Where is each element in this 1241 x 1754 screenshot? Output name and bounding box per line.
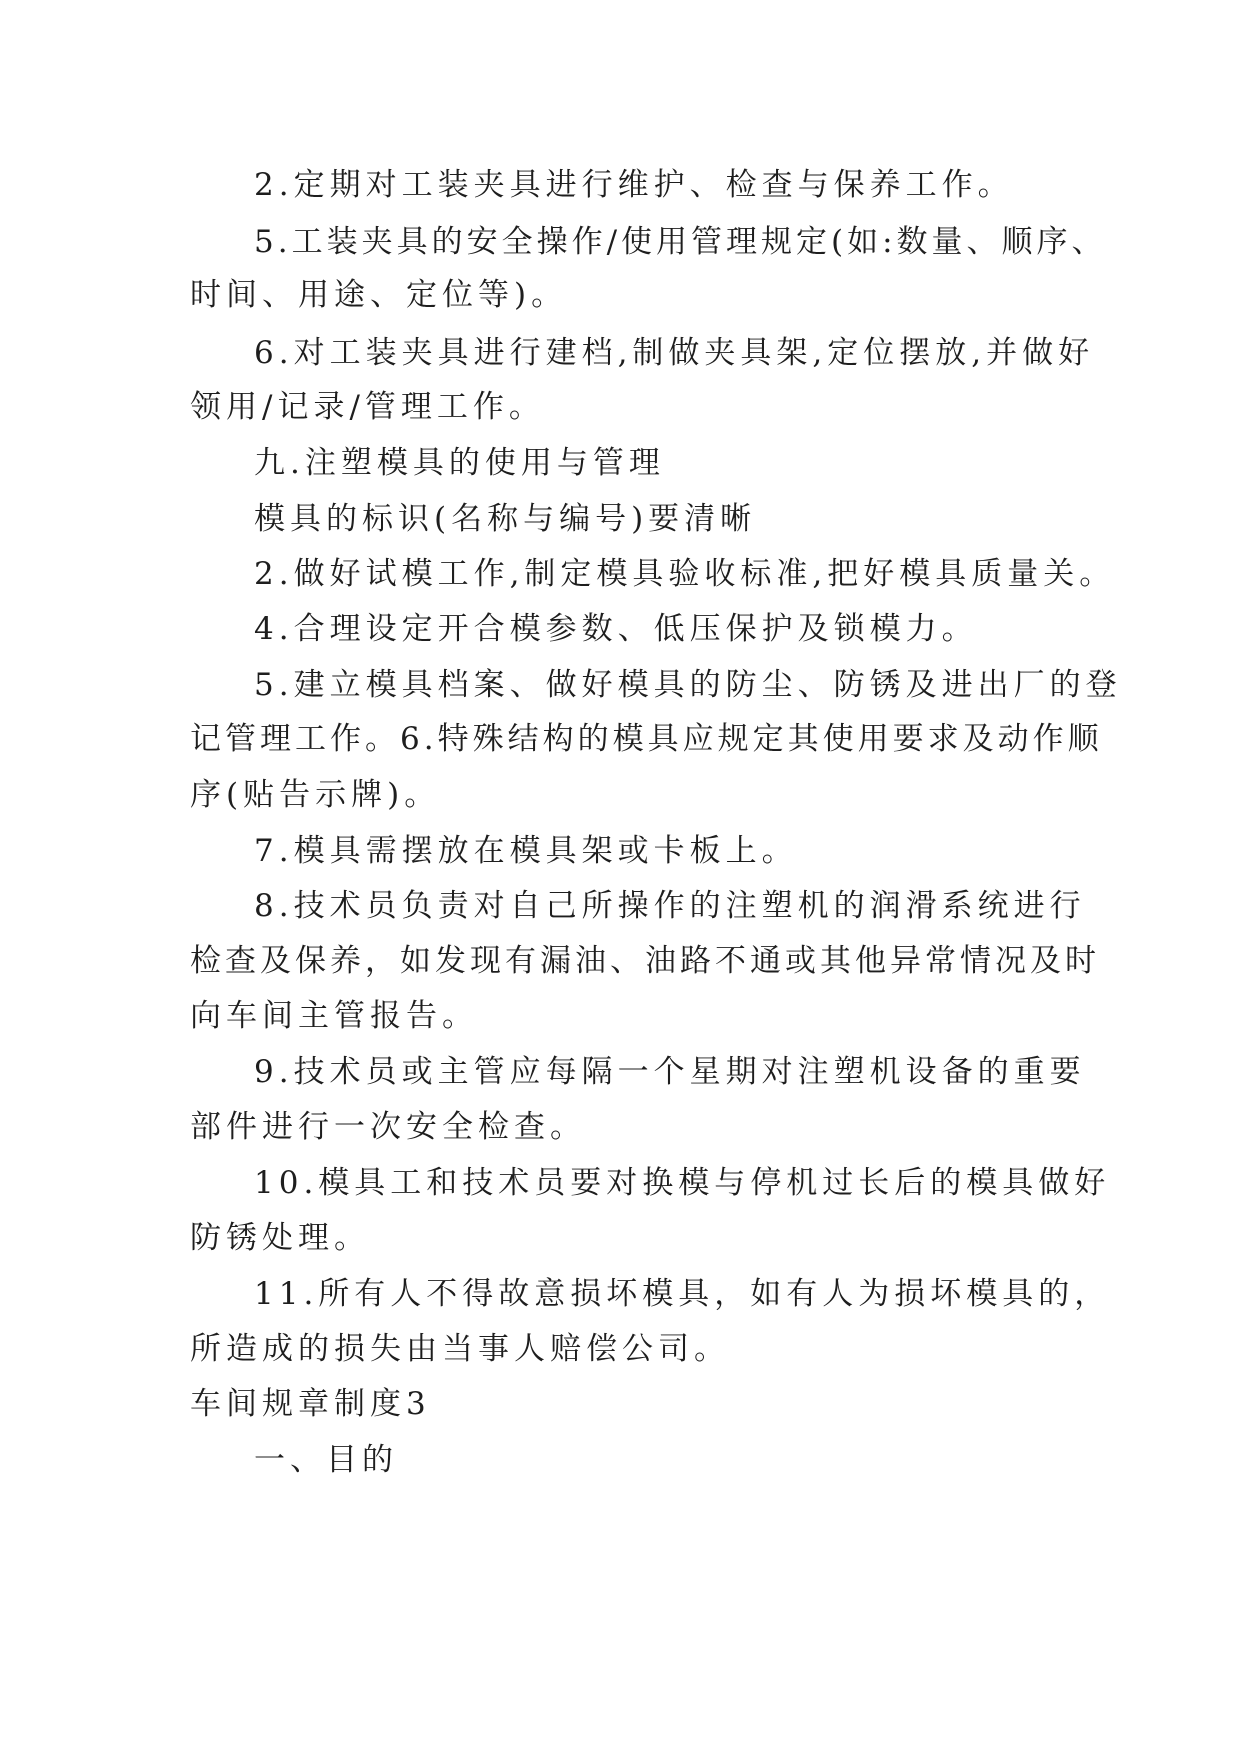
paragraph-line: 5.工装夹具的安全操作/使用管理规定(如:数量、顺序、 <box>254 224 1107 260</box>
paragraph-line: 时间、用途、定位等)。 <box>190 277 568 313</box>
paragraph-line: 10.模具工和技术员要对换模与停机过长后的模具做好 <box>254 1165 1111 1201</box>
paragraph-line: 记管理工作。6.特殊结构的模具应规定其使用要求及动作顺 <box>190 721 1103 757</box>
paragraph-line: 9.技术员或主管应每隔一个星期对注塑机设备的重要 <box>254 1054 1086 1090</box>
paragraph-line: 11.所有人不得故意损坏模具，如有人为损坏模具的， <box>254 1276 1111 1312</box>
paragraph-line: 6.对工装夹具进行建档,制做夹具架,定位摆放,并做好 <box>254 335 1095 371</box>
paragraph-line: 检查及保养，如发现有漏油、油路不通或其他异常情况及时 <box>190 943 1100 979</box>
paragraph-line: 4.合理设定开合模参数、低压保护及锁模力。 <box>254 611 978 647</box>
paragraph-line: 所造成的损失由当事人赔偿公司。 <box>190 1331 730 1367</box>
paragraph-line: 序(贴告示牌)。 <box>190 777 441 813</box>
paragraph-line: 5.建立模具档案、做好模具的防尘、防锈及进出厂的登 <box>254 667 1122 703</box>
paragraph-line: 部件进行一次安全检查。 <box>190 1109 586 1145</box>
chapter-heading: 车间规章制度3 <box>190 1386 431 1422</box>
section-heading: 九.注塑模具的使用与管理 <box>254 445 665 481</box>
paragraph-line: 7.模具需摆放在模具架或卡板上。 <box>254 833 798 869</box>
paragraph-line: 8.技术员负责对自己所操作的注塑机的润滑系统进行 <box>254 888 1086 924</box>
paragraph-line: 防锈处理。 <box>190 1220 370 1256</box>
paragraph-line: 模具的标识(名称与编号)要清晰 <box>254 501 757 537</box>
paragraph-line: 领用/记录/管理工作。 <box>190 389 545 425</box>
paragraph-line: 2.做好试模工作,制定模具验收标准,把好模具质量关。 <box>254 556 1116 592</box>
section-heading: 一、目的 <box>254 1442 398 1478</box>
paragraph-line: 向车间主管报告。 <box>190 998 478 1034</box>
paragraph-line: 2.定期对工装夹具进行维护、检查与保养工作。 <box>254 167 1014 203</box>
